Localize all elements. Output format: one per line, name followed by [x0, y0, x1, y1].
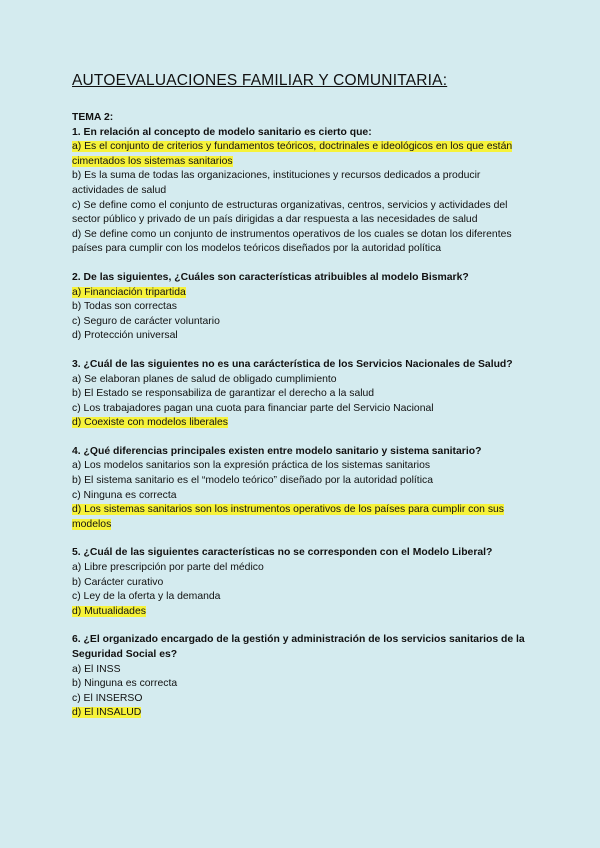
- answer-option-highlighted: [72, 503, 532, 532]
- answer-option: [72, 459, 532, 474]
- answer-option: [72, 489, 532, 504]
- answer-option: [72, 169, 532, 198]
- answer-option: [72, 576, 532, 591]
- answer-option: [72, 199, 532, 228]
- answer-option-text: b) Ninguna es correcta: [72, 678, 178, 690]
- question-block: [72, 546, 532, 619]
- answer-option-text: d) Se define como un conjunto de instrumentos operativos de los cuales se dotan los diferentes países para cumplir con los modelos teóricos diseñados por la autoridad política: [72, 228, 512, 255]
- answer-option: [72, 561, 532, 576]
- answer-option: [72, 474, 532, 489]
- answer-option-text: d) Coexiste con modelos liberales: [72, 417, 228, 429]
- question-block: [72, 126, 532, 257]
- section-heading: TEMA 2:: [72, 112, 114, 123]
- answer-option-text: b) Todas son correctas: [72, 301, 177, 313]
- answer-option-text: c) Ninguna es correcta: [72, 489, 177, 501]
- answer-option-text: c) Se define como el conjunto de estructuras organizativas, centros, servicios y actividades del sector público y privado de un país dirigidas a dar respuesta a las necesidades de salud: [72, 199, 508, 226]
- answer-option-text: c) Seguro de carácter voluntario: [72, 315, 220, 327]
- answer-option-text: a) Se elaboran planes de salud de obligado cumplimiento: [72, 373, 337, 385]
- document-title: AUTOEVALUACIONES FAMILIAR Y COMUNITARIA:: [72, 72, 448, 89]
- question-text: 1. En relación al concepto de modelo sanitario es cierto que:: [72, 126, 372, 138]
- answer-option: [72, 663, 532, 678]
- question-text: 6. ¿El organizado encargado de la gestión y administración de los servicios sanitarios de la Seguridad Social es?: [72, 634, 525, 660]
- question-text: 5. ¿Cuál de las siguientes características no se corresponden con el Modelo Liberal?: [72, 547, 493, 559]
- question-block: [72, 271, 532, 344]
- answer-option-text: b) El sistema sanitario es el “modelo teórico” diseñado por la autoridad política: [72, 475, 433, 487]
- answer-option-text: a) Libre prescripción por parte del médico: [72, 562, 264, 574]
- answer-option-text: b) El Estado se responsabiliza de garantizar el derecho a la salud: [72, 388, 375, 400]
- answer-option-text: d) Protección universal: [72, 330, 178, 342]
- answer-option-text: a) Los modelos sanitarios son la expresión práctica de los sistemas sanitarios: [72, 460, 431, 472]
- answer-option: [72, 402, 532, 417]
- answer-option: [72, 387, 532, 402]
- answer-option-text: c) Los trabajadores pagan una cuota para financiar parte del Servicio Nacional: [72, 402, 434, 414]
- answer-option-text: c) Ley de la oferta y la demanda: [72, 591, 221, 603]
- answer-option: [72, 677, 532, 692]
- answer-option-highlighted: [72, 416, 532, 431]
- answer-option: [72, 692, 532, 707]
- answer-option: [72, 590, 532, 605]
- answer-option-highlighted: [72, 286, 532, 301]
- answer-option-highlighted: [72, 706, 532, 721]
- answer-option-text: d) Mutualidades: [72, 605, 146, 617]
- answer-option: [72, 373, 532, 388]
- question-text: 2. De las siguientes, ¿Cuáles son características atribuibles al modelo Bismark?: [72, 271, 469, 283]
- answer-option: [72, 315, 532, 330]
- answer-option-text: c) El INSERSO: [72, 692, 143, 704]
- answer-option: [72, 228, 532, 257]
- answer-option-highlighted: [72, 605, 532, 620]
- answer-option: [72, 329, 532, 344]
- question-block: [72, 445, 532, 533]
- answer-option: [72, 300, 532, 315]
- answer-option-text: b) Carácter curativo: [72, 576, 164, 588]
- question-block: [72, 358, 532, 431]
- answer-option-text: a) Es el conjunto de criterios y fundamentos teóricos, doctrinales e ideológicos en los que están cimentados los sistemas sanitarios: [72, 141, 513, 167]
- document-body: [72, 111, 532, 721]
- answer-option-text: d) Los sistemas sanitarios son los instrumentos operativos de los países para cumplir con sus modelos: [72, 504, 504, 530]
- question-text: 3. ¿Cuál de las siguientes no es una carácterística de los Servicios Nacionales de Salud?: [72, 358, 513, 370]
- answer-option-highlighted: [72, 140, 532, 169]
- answer-option-text: b) Es la suma de todas las organizaciones, instituciones y recursos dedicados a producir actividades de salud: [72, 170, 481, 196]
- question-text: 4. ¿Qué diferencias principales existen entre modelo sanitario y sistema sanitario?: [72, 445, 482, 457]
- answer-option-text: a) El INSS: [72, 663, 121, 675]
- question-block: [72, 633, 532, 721]
- answer-option-text: a) Financiación tripartida: [72, 286, 186, 298]
- answer-option-text: d) El INSALUD: [72, 707, 142, 719]
